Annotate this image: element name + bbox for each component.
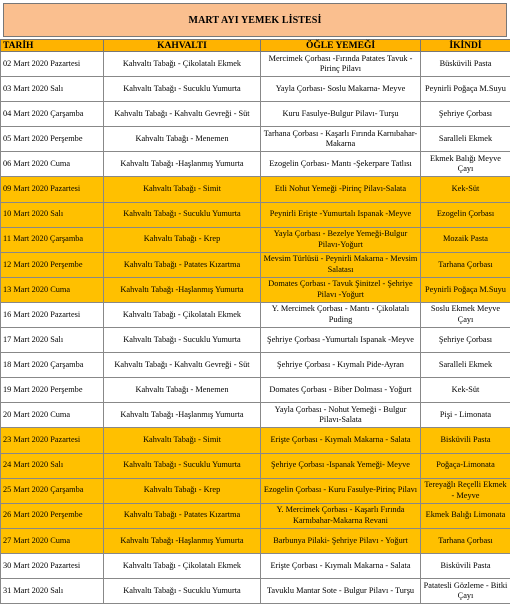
- table-row: [1, 553, 510, 578]
- date-cell: 03 Mart 2020 Salı: [1, 77, 104, 102]
- snack-cell: Tarhana Çorbası: [421, 252, 510, 277]
- snack-cell: Şehriye Çorbası: [421, 102, 510, 127]
- snack-cell: Ezogelin Çorbası: [421, 202, 510, 227]
- breakfast-cell: Kahvaltı Tabağı - Sucuklu Yumurta: [104, 453, 261, 478]
- header-row: [1, 40, 510, 52]
- breakfast-cell: Kahvaltı Tabağı - Simit: [104, 177, 261, 202]
- snack-cell: Peynirli Poğaça M.Suyu: [421, 77, 510, 102]
- breakfast-cell: Kahvaltı Tabağı - Krep: [104, 227, 261, 252]
- lunch-cell: Mevsim Türlüsü - Peynirli Makarna - Mevsim Salatası: [261, 252, 421, 277]
- breakfast-cell: Kahvaltı Tabağı - Sucuklu Yumurta: [104, 578, 261, 603]
- breakfast-cell: Kahvaltı Tabağı - Çikolatalı Ekmek: [104, 553, 261, 578]
- table-row: [1, 528, 510, 553]
- date-cell: 05 Mart 2020 Perşembe: [1, 127, 104, 152]
- table-row: [1, 252, 510, 277]
- date-cell: 18 Mart 2020 Çarşamba: [1, 353, 104, 378]
- table-row: [1, 478, 510, 503]
- table-row: [1, 102, 510, 127]
- breakfast-cell: Kahvaltı Tabağı -Haşlanmış Yumurta: [104, 277, 261, 302]
- table-row: [1, 578, 510, 603]
- table-row: [1, 353, 510, 378]
- breakfast-cell: Kahvaltı Tabağı - Patates Kızartma: [104, 252, 261, 277]
- lunch-cell: Tavuklu Mantar Sote - Bulgur Pilavı - Turşu: [261, 578, 421, 603]
- column-header-breakfast: KAHVALTI: [104, 40, 261, 52]
- lunch-cell: Yayla Çorbası - Nohut Yemeği - Bulgur Pilavı-Salata: [261, 403, 421, 428]
- table-row: [1, 152, 510, 177]
- snack-cell: Şehriye Çorbası: [421, 328, 510, 353]
- breakfast-cell: Kahvaltı Tabağı -Haşlanmış Yumurta: [104, 528, 261, 553]
- snack-cell: Büsküvili Pasta: [421, 52, 510, 77]
- table-row: [1, 328, 510, 353]
- breakfast-cell: Kahvaltı Tabağı - Çikolatalı Ekmek: [104, 302, 261, 327]
- lunch-cell: Y. Mercimek Çorbası - Mantı - Çikolatalı Puding: [261, 302, 421, 327]
- breakfast-cell: Kahvaltı Tabağı - Sucuklu Yumurta: [104, 202, 261, 227]
- lunch-cell: Şehriye Çorbası -Ispanak Yemeği- Meyve: [261, 453, 421, 478]
- snack-cell: Ekmek Balığı Meyve Çayı: [421, 152, 510, 177]
- breakfast-cell: Kahvaltı Tabağı -Haşlanmış Yumurta: [104, 403, 261, 428]
- snack-cell: Tereyağlı Reçelli Ekmek - Meyve: [421, 478, 510, 503]
- date-cell: 26 Mart 2020 Perşembe: [1, 503, 104, 528]
- lunch-cell: Kuru Fasulye-Bulgur Pilavı- Turşu: [261, 102, 421, 127]
- date-cell: 06 Mart 2020 Cuma: [1, 152, 104, 177]
- lunch-cell: Mercimek Çorbası -Fırında Patates Tavuk - Pirinç Pilavı: [261, 52, 421, 77]
- table-row: [1, 177, 510, 202]
- date-cell: 10 Mart 2020 Salı: [1, 202, 104, 227]
- menu-table: [0, 39, 510, 604]
- table-row: [1, 127, 510, 152]
- lunch-cell: Y. Mercimek Çorbası - Kaşarlı Fırında Karnıbahar-Makarna Revani: [261, 503, 421, 528]
- snack-cell: Pişi - Limonata: [421, 403, 510, 428]
- date-cell: 27 Mart 2020 Cuma: [1, 528, 104, 553]
- snack-cell: Saralleli Ekmek: [421, 127, 510, 152]
- date-cell: 31 Mart 2020 Salı: [1, 578, 104, 603]
- lunch-cell: Erişte Çorbası - Kıymalı Makarna - Salata: [261, 428, 421, 453]
- table-row: [1, 302, 510, 327]
- column-header-date: TARİH: [1, 40, 104, 52]
- date-cell: 12 Mart 2020 Perşembe: [1, 252, 104, 277]
- table-row: [1, 503, 510, 528]
- date-cell: 25 Mart 2020 Çarşamba: [1, 478, 104, 503]
- breakfast-cell: Kahvaltı Tabağı - Menemen: [104, 378, 261, 403]
- date-cell: 17 Mart 2020 Salı: [1, 328, 104, 353]
- lunch-cell: Tarhana Çorbası - Kaşarlı Fırında Karnıbahar-Makarna: [261, 127, 421, 152]
- lunch-cell: Peynirli Erişte -Yumurtalı Ispanak -Meyve: [261, 202, 421, 227]
- snack-cell: Saralleli Ekmek: [421, 353, 510, 378]
- snack-cell: Peynirli Poğaça M.Suyu: [421, 277, 510, 302]
- snack-cell: Soslu Ekmek Meyve Çayı: [421, 302, 510, 327]
- breakfast-cell: Kahvaltı Tabağı - Krep: [104, 478, 261, 503]
- breakfast-cell: Kahvaltı Tabağı - Kahvaltı Gevreği - Süt: [104, 102, 261, 127]
- table-row: [1, 277, 510, 302]
- lunch-cell: Domates Çorbası - Tavuk Şinitzel - Şehriye Pilavı -Yoğurt: [261, 277, 421, 302]
- date-cell: 02 Mart 2020 Pazartesi: [1, 52, 104, 77]
- breakfast-cell: Kahvaltı Tabağı - Simit: [104, 428, 261, 453]
- breakfast-cell: Kahvaltı Tabağı - Sucuklu Yumurta: [104, 77, 261, 102]
- lunch-cell: Şehriye Çorbası -Yumurtalı Ispanak -Meyve: [261, 328, 421, 353]
- lunch-cell: Şehriye Çorbası - Kıymalı Pide-Ayran: [261, 353, 421, 378]
- snack-cell: Poğaça-Limonata: [421, 453, 510, 478]
- snack-cell: Bisküvili Pasta: [421, 428, 510, 453]
- breakfast-cell: Kahvaltı Tabağı - Kahvaltı Gevreği - Süt: [104, 353, 261, 378]
- table-row: [1, 378, 510, 403]
- lunch-cell: Barbunya Pilaki- Şehriye Pilavı - Yoğurt: [261, 528, 421, 553]
- date-cell: 16 Mart 2020 Pazartesi: [1, 302, 104, 327]
- lunch-cell: Yayla Çorbası - Bezelye Yemeği-Bulgur Pilavı-Yoğurt: [261, 227, 421, 252]
- date-cell: 24 Mart 2020 Salı: [1, 453, 104, 478]
- table-row: [1, 428, 510, 453]
- lunch-cell: Erişte Çorbası - Kıymalı Makarna - Salata: [261, 553, 421, 578]
- date-cell: 20 Mart 2020 Cuma: [1, 403, 104, 428]
- lunch-cell: Domates Çorbası - Biber Dolması - Yoğurt: [261, 378, 421, 403]
- snack-cell: Tarhana Çorbası: [421, 528, 510, 553]
- page-title: MART AYI YEMEK LİSTESİ: [3, 3, 507, 37]
- date-cell: 11 Mart 2020 Çarşamba: [1, 227, 104, 252]
- lunch-cell: Ezogelin Çorbası - Kuru Fasulye-Pirinç Pilavı: [261, 478, 421, 503]
- date-cell: 30 Mart 2020 Pazartesi: [1, 553, 104, 578]
- table-row: [1, 227, 510, 252]
- table-row: [1, 52, 510, 77]
- lunch-cell: Yayla Çorbası- Soslu Makarna- Meyve: [261, 77, 421, 102]
- date-cell: 13 Mart 2020 Cuma: [1, 277, 104, 302]
- breakfast-cell: Kahvaltı Tabağı -Haşlanmış Yumurta: [104, 152, 261, 177]
- snack-cell: Kek-Süt: [421, 378, 510, 403]
- table-row: [1, 403, 510, 428]
- date-cell: 04 Mart 2020 Çarşamba: [1, 102, 104, 127]
- date-cell: 23 Mart 2020 Pazartesi: [1, 428, 104, 453]
- breakfast-cell: Kahvaltı Tabağı - Sucuklu Yumurta: [104, 328, 261, 353]
- date-cell: 09 Mart 2020 Pazartesi: [1, 177, 104, 202]
- table-row: [1, 202, 510, 227]
- date-cell: 19 Mart 2020 Perşembe: [1, 378, 104, 403]
- lunch-cell: Etli Nohut Yemeği -Pirinç Pilavı-Salata: [261, 177, 421, 202]
- table-row: [1, 77, 510, 102]
- breakfast-cell: Kahvaltı Tabağı - Patates Kızartma: [104, 503, 261, 528]
- lunch-cell: Ezogelin Çorbası- Mantı -Şekerpare Tatlısı: [261, 152, 421, 177]
- snack-cell: Kek-Süt: [421, 177, 510, 202]
- breakfast-cell: Kahvaltı Tabağı - Çikolatalı Ekmek: [104, 52, 261, 77]
- menu-body: [1, 52, 510, 604]
- column-header-lunch: ÖĞLE YEMEĞİ: [261, 40, 421, 52]
- snack-cell: Bisküvili Pasta: [421, 553, 510, 578]
- table-row: [1, 453, 510, 478]
- snack-cell: Patatesli Gözleme - Bitki Çayı: [421, 578, 510, 603]
- breakfast-cell: Kahvaltı Tabağı - Menemen: [104, 127, 261, 152]
- snack-cell: Mozaik Pasta: [421, 227, 510, 252]
- snack-cell: Ekmek Balığı Limonata: [421, 503, 510, 528]
- column-header-snack: İKİNDİ: [421, 40, 510, 52]
